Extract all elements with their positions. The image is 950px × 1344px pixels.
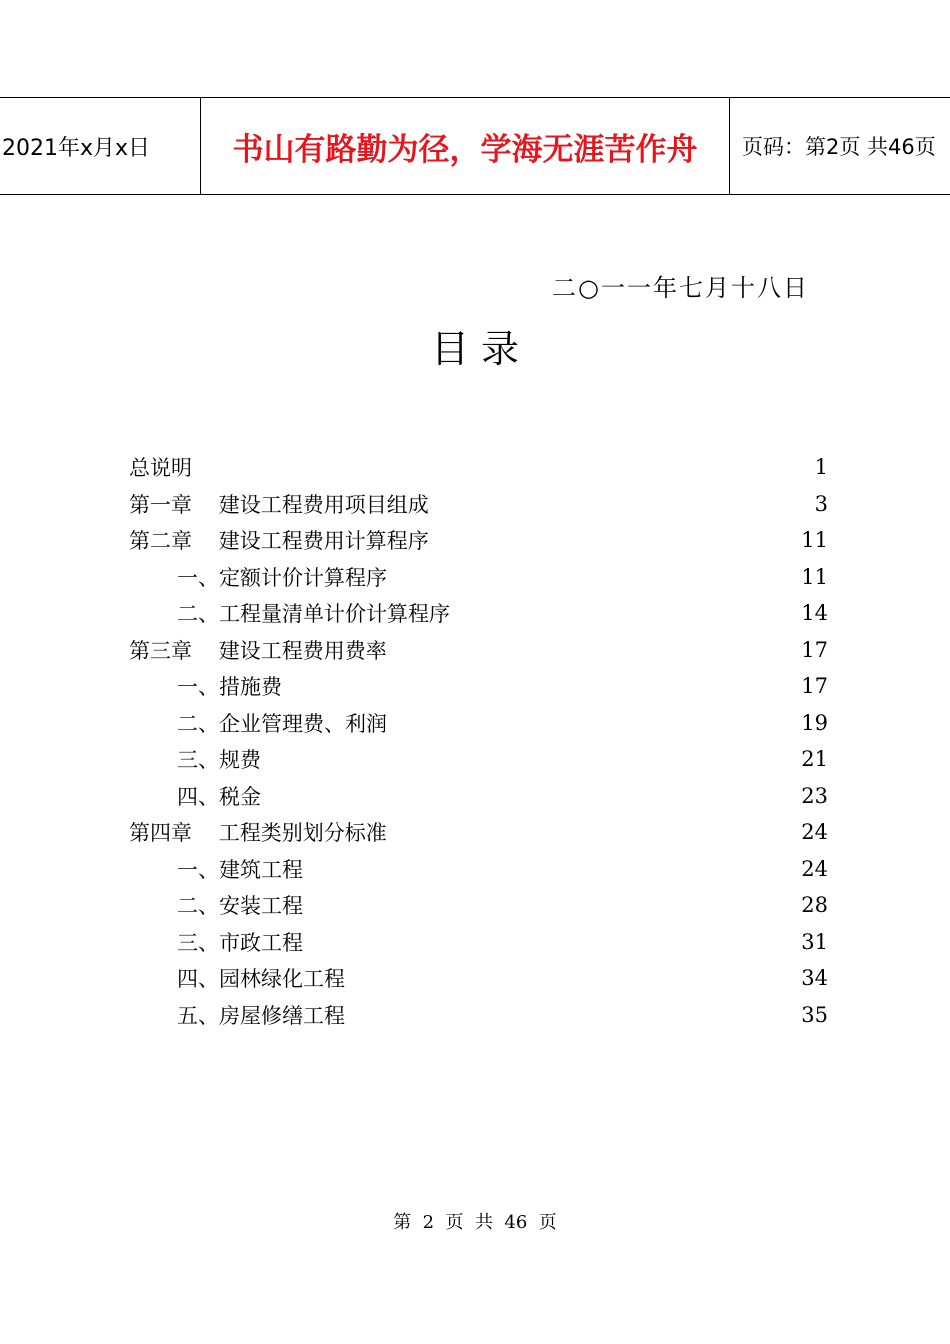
- toc-entry[interactable]: [129, 814, 828, 850]
- toc-entry[interactable]: [177, 559, 828, 595]
- toc-entry[interactable]: [177, 595, 828, 631]
- toc-leader-dots: [305, 894, 799, 916]
- toc-entry-page: 17: [801, 674, 828, 698]
- toc-entry[interactable]: [177, 741, 828, 777]
- toc-leader-dots: [305, 858, 799, 880]
- toc-entry[interactable]: [177, 887, 828, 923]
- toc-entry-page: 24: [801, 820, 828, 844]
- toc-entry[interactable]: [177, 778, 828, 814]
- toc-entry[interactable]: [177, 705, 828, 741]
- toc-leader-dots: [431, 493, 813, 515]
- toc-entry-page: 35: [801, 1002, 828, 1027]
- header-date: 2021年x月x日: [0, 98, 201, 194]
- toc-entry-page: 11: [801, 564, 828, 589]
- toc-entry-page: 19: [801, 710, 828, 735]
- toc-entry-label: 一、建筑工程: [177, 857, 303, 882]
- toc-entry-label: 二、企业管理费、利润: [177, 711, 387, 736]
- toc-entry-label: 总说明: [129, 456, 192, 480]
- document-date: 二○一一年七月十八日: [552, 274, 809, 302]
- header-page-info: 页码：第2页 共46页: [742, 135, 936, 159]
- toc-leader-dots: [389, 712, 799, 734]
- toc-entry-label: 二、安装工程: [177, 894, 303, 918]
- toc-entry-label: 第四章 工程类别划分标准: [129, 821, 387, 845]
- toc-entry-label: 第一章 建设工程费用项目组成: [129, 492, 429, 517]
- toc-entry-page: 24: [801, 856, 828, 881]
- toc-entry-label: 四、园林绿化工程: [177, 967, 345, 991]
- toc-entry[interactable]: [129, 522, 828, 558]
- toc-leader-dots: [263, 785, 799, 807]
- toc-entry[interactable]: [177, 851, 828, 887]
- toc-entry[interactable]: [177, 997, 828, 1033]
- toc-entry-page: 1: [814, 455, 828, 479]
- page-title: 目 录: [430, 327, 520, 371]
- toc-entry[interactable]: [177, 960, 828, 996]
- toc-entry[interactable]: [129, 449, 828, 485]
- toc-entry-label: 三、规费: [177, 748, 261, 772]
- toc-entry-label: 第三章 建设工程费用费率: [129, 638, 387, 663]
- toc-leader-dots: [263, 748, 799, 770]
- toc-entry-page: 11: [801, 528, 828, 552]
- toc-leader-dots: [194, 456, 813, 478]
- toc-entry[interactable]: [129, 632, 828, 668]
- toc-entry-label: 一、定额计价计算程序: [177, 565, 387, 590]
- toc-entry-label: 五、房屋修缮工程: [177, 1003, 345, 1028]
- toc-leader-dots: [389, 566, 799, 588]
- toc-entry-page: 31: [801, 929, 828, 954]
- toc-leader-dots: [452, 602, 799, 624]
- toc-leader-dots: [284, 675, 799, 697]
- toc-entry-page: 14: [801, 601, 828, 625]
- toc-entry-label: 三、市政工程: [177, 930, 303, 955]
- header-motto: 书山有路勤为径，学海无涯苦作舟: [201, 98, 730, 194]
- toc-entry-label: 第二章 建设工程费用计算程序: [129, 529, 429, 553]
- toc-leader-dots: [347, 1004, 799, 1026]
- toc-entry-label: 四、税金: [177, 784, 261, 809]
- toc-leader-dots: [431, 529, 800, 551]
- toc-leader-dots: [389, 821, 800, 843]
- toc-leader-dots: [389, 639, 800, 661]
- toc-entry-page: 3: [814, 491, 828, 516]
- toc-entry[interactable]: [177, 924, 828, 960]
- page-header: [0, 97, 950, 195]
- toc-entry[interactable]: [177, 668, 828, 704]
- toc-entry-page: 28: [801, 893, 828, 917]
- toc-leader-dots: [305, 931, 799, 953]
- toc-entry-page: 23: [801, 783, 828, 808]
- toc-entry[interactable]: [129, 486, 828, 522]
- toc-leader-dots: [347, 967, 799, 989]
- toc-entry-page: 21: [801, 747, 828, 771]
- page-footer: 第 2 页 共 46 页: [393, 1212, 557, 1233]
- toc-entry-page: 34: [801, 966, 828, 990]
- toc-entry-label: 二、工程量清单计价计算程序: [177, 602, 450, 626]
- toc-entry-page: 17: [801, 637, 828, 662]
- toc-entry-label: 一、措施费: [177, 675, 282, 699]
